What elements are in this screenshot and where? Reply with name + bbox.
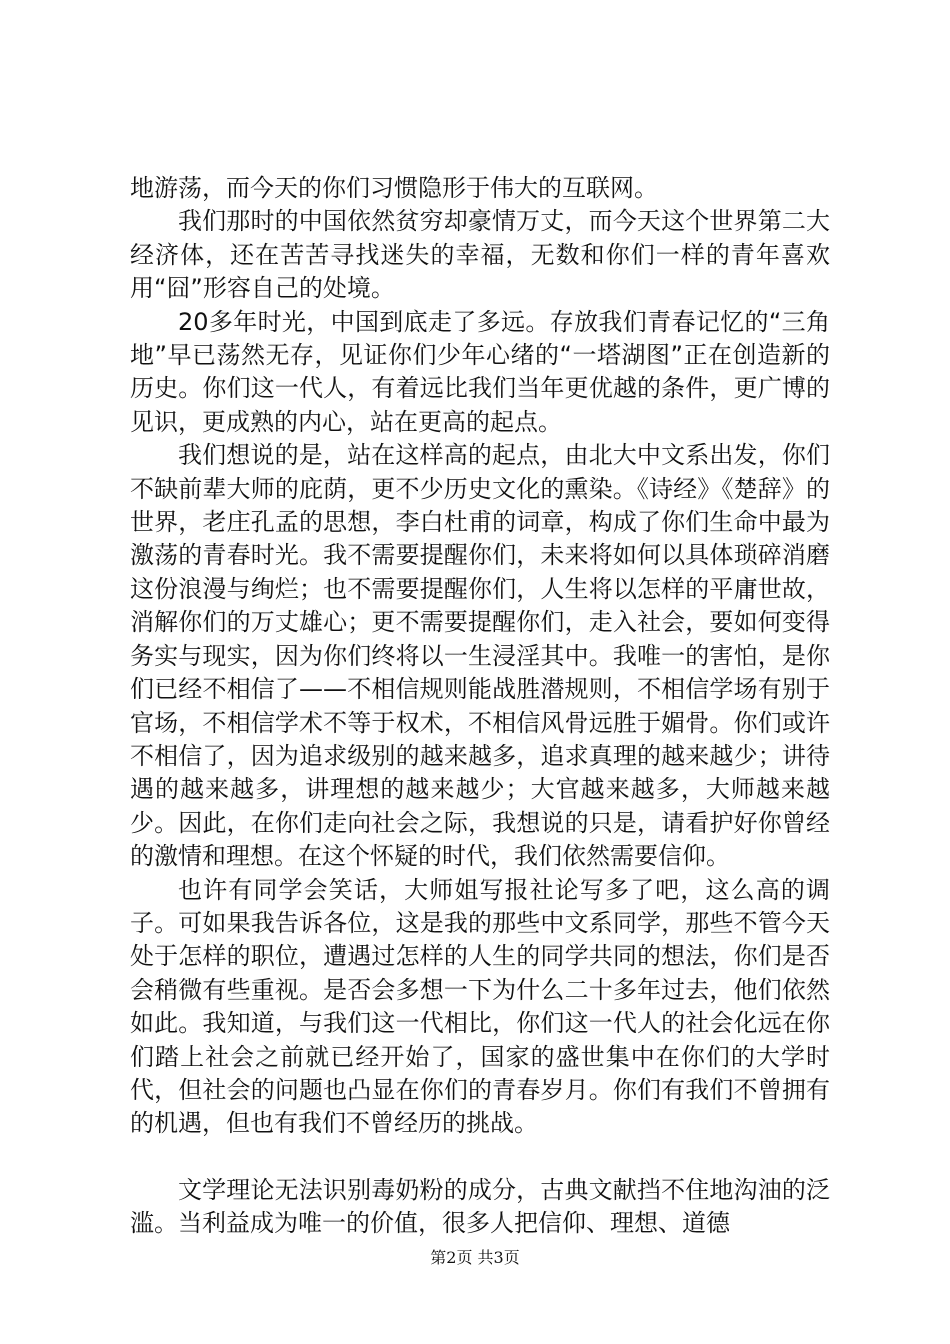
paragraph: 我们那时的中国依然贫穷却豪情万丈，而今天这个世界第二大经济体，还在苦苦寻找迷失的幸福，无数和你们一样的青年喜欢用“囧”形容自己的处境。 bbox=[130, 207, 830, 303]
paragraph: 也许有同学会笑话，大师姐写报社论写多了吧，这么高的调子。可如果我告诉各位，这是我的那些中文系同学，那些不管今天处于怎样的职位，遭遇过怎样的人生的同学共同的想法，你们是否会稍微有些重视。是否会多想一下为什么二十多年过去，他们依然如此。我知道，与我们这一代相比，你们这一代人的社会化远在你们踏上社会之前就已经开始了，国家的盛世集中在你们的大学时代，但社会的问题也凸显在你们的青春岁月。你们有我们不曾拥有的机遇，但也有我们不曾经历的挑战。 bbox=[130, 875, 830, 1138]
page-footer: 第2页 共3页 bbox=[430, 1248, 520, 1267]
paragraph: 我们想说的是，站在这样高的起点，由北大中文系出发，你们不缺前辈大师的庇荫，更不少历史文化的熏染。《诗经》《楚辞》的世界，老庄孔孟的思想，李白杜甫的词章，构成了你们生命中最为激荡的青春时光。我不需要提醒你们，未来将如何以具体琐碎消磨这份浪漫与绚烂；也不需要提醒你们，人生将以怎样的平庸世故，消解你们的万丈雄心；更不需要提醒你们，走入社会，要如何变得务实与现实，因为你们终将以一生浸淫其中。我唯一的害怕，是你们已经不相信了——不相信规则能战胜潜规则，不相信学场有别于官场，不相信学术不等于权术，不相信风骨远胜于媚骨。你们或许不相信了，因为追求级别的越来越多，追求真理的越来越少；讲待遇的越来越多，讲理想的越来越少；大官越来越多，大师越来越少。因此，在你们走向社会之际，我想说的只是，请看护好你曾经的激情和理想。在这个怀疑的时代，我们依然需要信仰。 bbox=[130, 441, 830, 871]
paragraph-continuation: 地游荡，而今天的你们习惯隐形于伟大的互联网。 bbox=[130, 174, 658, 202]
paragraph: 20多年时光，中国到底走了多远。存放我们青春记忆的“三角地”早已荡然无存，见证你们少年心绪的“一塔湖图”正在创造新的历史。你们这一代人，有着远比我们当年更优越的条件，更广博的见识，更成熟的内心，站在更高的起点。 bbox=[130, 307, 830, 436]
body-text bbox=[130, 172, 830, 1241]
paragraph: 文学理论无法识别毒奶粉的成分，古典文献挡不住地沟油的泛滥。当利益成为唯一的价值，很多人把信仰、理想、道德 bbox=[130, 1175, 830, 1238]
